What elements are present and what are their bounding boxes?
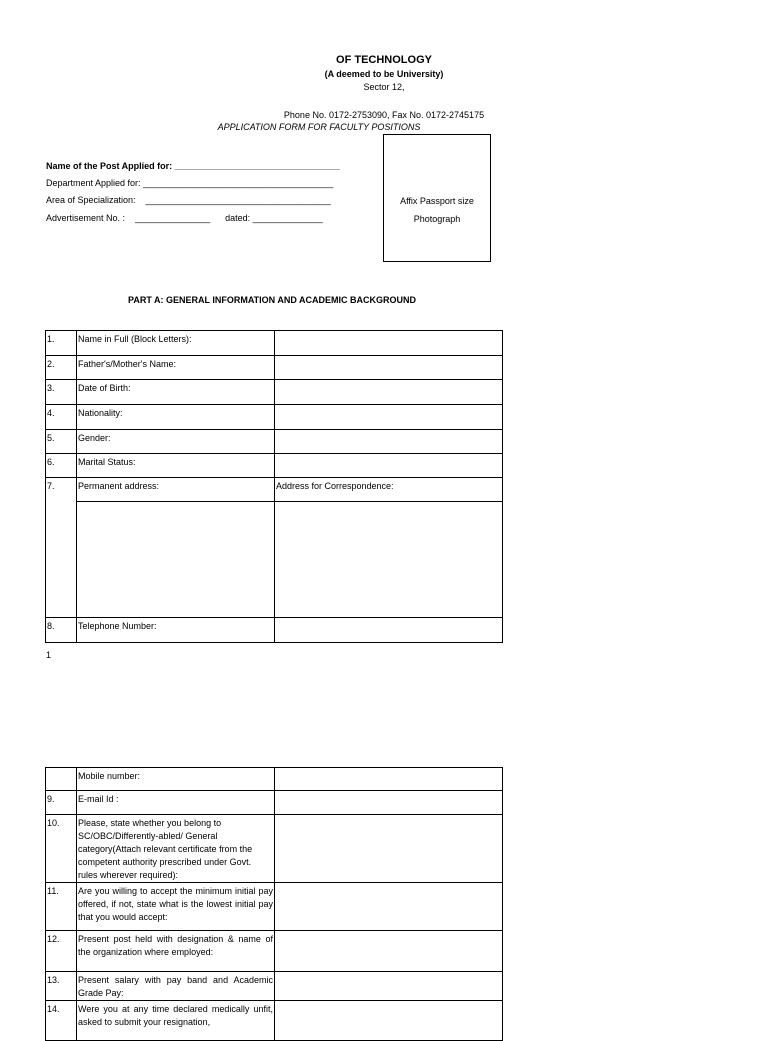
row-value[interactable] <box>275 454 503 478</box>
row-number: 9. <box>46 791 77 815</box>
table-row <box>46 768 503 791</box>
table-row <box>46 815 503 883</box>
row-value[interactable] <box>275 618 503 643</box>
table-row <box>46 454 503 478</box>
department-field[interactable]: Department Applied for: ______________________________________ <box>46 178 334 188</box>
table-row <box>46 1001 503 1041</box>
row-label: Telephone Number: <box>77 618 275 643</box>
part-a-heading: PART A: GENERAL INFORMATION AND ACADEMIC BACKGROUND <box>128 295 416 305</box>
advertisement-field[interactable]: Advertisement No. : _______________ dated: ______________ <box>46 213 323 223</box>
table-row <box>46 331 503 356</box>
row-number: 13. <box>46 972 77 1001</box>
row-label: Please, state whether you belong to SC/OBC/Differently-abled/ General category(Attach relevant certificate from the competent authority prescribed under Govt. rules wherever required): <box>77 815 275 883</box>
table-row <box>46 883 503 931</box>
row-number: 14. <box>46 1001 77 1041</box>
table-row <box>46 380 503 405</box>
permanent-address-input[interactable] <box>77 502 275 618</box>
row-value[interactable] <box>275 430 503 454</box>
general-info-table <box>45 330 503 643</box>
institution-sector: Sector 12, <box>363 82 405 92</box>
table-row <box>46 405 503 430</box>
row-value[interactable] <box>275 356 503 380</box>
row-label: Present salary with pay band and Academic Grade Pay: <box>77 972 275 1001</box>
post-applied-field[interactable]: Name of the Post Applied for: _________________________________ <box>46 161 340 171</box>
row-label: Name in Full (Block Letters): <box>77 331 275 356</box>
row-label: Father's/Mother's Name: <box>77 356 275 380</box>
row-label: Permanent address: <box>77 478 275 502</box>
row-value: Address for Correspondence: <box>275 478 503 502</box>
row-number: 8. <box>46 618 77 643</box>
row-number: 4. <box>46 405 77 430</box>
contact-line: Phone No. 0172-2753090, Fax No. 0172-2745175 <box>283 110 485 120</box>
row-label: Mobile number: <box>77 768 275 791</box>
row-number: 3. <box>46 380 77 405</box>
row-value[interactable] <box>275 883 503 931</box>
table-row <box>46 931 503 972</box>
table-row <box>46 618 503 643</box>
row-number: 11. <box>46 883 77 931</box>
row-number: 1. <box>46 331 77 356</box>
row-value[interactable] <box>275 972 503 1001</box>
table-row <box>46 972 503 1001</box>
contact-info-table <box>45 767 503 1041</box>
table-row <box>46 430 503 454</box>
row-number: 10. <box>46 815 77 883</box>
row-label: Nationality: <box>77 405 275 430</box>
row-number: 5. <box>46 430 77 454</box>
row-number <box>46 768 77 791</box>
table-row <box>46 502 503 618</box>
row-label: Marital Status: <box>77 454 275 478</box>
correspondence-address-input[interactable] <box>275 502 503 618</box>
row-value[interactable] <box>275 931 503 972</box>
row-number: 6. <box>46 454 77 478</box>
table-row <box>46 356 503 380</box>
row-value[interactable] <box>275 791 503 815</box>
row-value[interactable] <box>275 1001 503 1041</box>
row-label: Date of Birth: <box>77 380 275 405</box>
photo-label-1: Affix Passport size <box>400 196 474 206</box>
page-number: 1 <box>46 650 52 660</box>
row-label: Gender: <box>77 430 275 454</box>
specialization-field[interactable]: Area of Specialization: _____________________________________ <box>46 195 331 205</box>
institution-subtitle: (A deemed to be University) <box>324 69 444 79</box>
institution-title: OF TECHNOLOGY <box>336 54 432 66</box>
row-value[interactable] <box>275 331 503 356</box>
row-label: Were you at any time declared medically unfit, asked to submit your resignation, <box>77 1001 275 1041</box>
row-value[interactable] <box>275 768 503 791</box>
row-value[interactable] <box>275 815 503 883</box>
row-label: E-mail Id : <box>77 791 275 815</box>
photo-box <box>383 134 491 262</box>
photo-label-2: Photograph <box>413 214 461 224</box>
table-row <box>46 791 503 815</box>
row-value[interactable] <box>275 405 503 430</box>
row-label: Are you willing to accept the minimum initial pay offered, if not, state what is the lowest initial pay that you would accept: <box>77 883 275 931</box>
row-label: Present post held with designation & name of the organization where employed: <box>77 931 275 972</box>
row-number: 7. <box>46 478 77 618</box>
row-number: 12. <box>46 931 77 972</box>
row-number: 2. <box>46 356 77 380</box>
table-row <box>46 478 503 502</box>
form-title: APPLICATION FORM FOR FACULTY POSITIONS <box>217 122 421 132</box>
row-value[interactable] <box>275 380 503 405</box>
